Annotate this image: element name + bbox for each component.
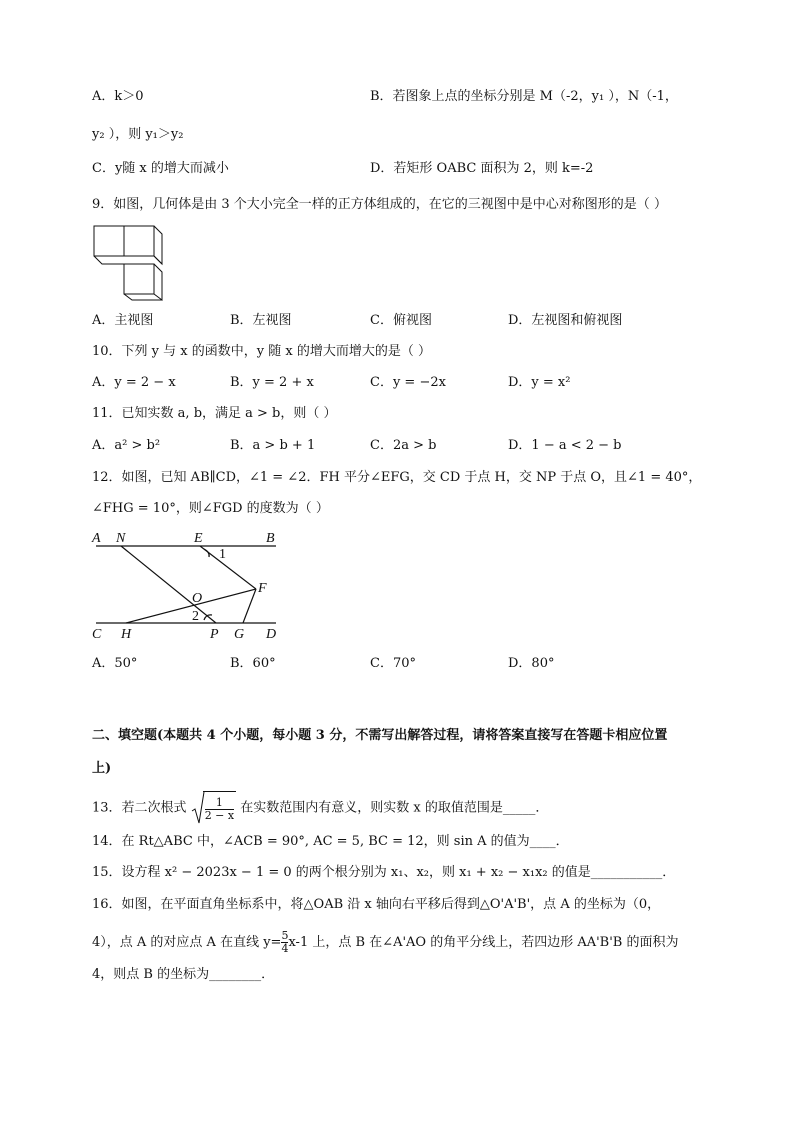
- q12-option-a: A．50°: [92, 656, 138, 671]
- cube-solid-figure: [92, 224, 170, 302]
- label-f: F: [258, 581, 267, 596]
- q16-line2-prefix: 4），点 A 的对应点 A 在直线 y=: [92, 935, 282, 950]
- q8-option-c: C．y随 x 的增大而减小: [92, 161, 229, 176]
- label-d: D: [266, 627, 277, 642]
- q8-option-a: A．k＞0: [92, 89, 144, 104]
- q9-option-b: B．左视图: [230, 313, 292, 328]
- q16-line2: [92, 928, 679, 958]
- parallel-lines-figure: [88, 528, 288, 644]
- section-2-heading-line1: 二、填空题(本题共 4 个小题，每小题 3 分，不需写出解答过程，请将答案直接写在答题卡相应位置: [92, 728, 668, 743]
- cube-face: [94, 226, 124, 256]
- label-2: 2: [192, 609, 199, 624]
- q8-option-d: D．若矩形 OABC 面积为 2，则 k=-2: [370, 161, 594, 176]
- q13-line: [92, 791, 548, 825]
- line-fg: [243, 589, 256, 623]
- label-n: N: [116, 531, 126, 546]
- label-p: P: [210, 627, 219, 642]
- q11-option-c: C．2a > b: [370, 438, 437, 453]
- q13-frac-den: 2 − x: [204, 809, 235, 822]
- sqrt-expression: [191, 791, 236, 825]
- label-c: C: [92, 627, 102, 642]
- q11-option-a: A．a² > b²: [92, 438, 161, 453]
- line-fh: [126, 589, 256, 623]
- q12-option-c: C．70°: [370, 656, 416, 671]
- q8-option-b-line2: y₂ ），则 y₁＞y₂: [92, 127, 184, 142]
- q10-option-c: C．y = −2x: [370, 375, 446, 390]
- q8-option-b-line1: B．若图象上点的坐标分别是 M（-2，y₁ ），N（-1，: [370, 89, 678, 104]
- q9-option-c: C．俯视图: [370, 313, 432, 328]
- label-o: O: [192, 591, 203, 606]
- q10-option-a: A．y = 2 − x: [92, 375, 176, 390]
- q13-fraction: [205, 797, 234, 822]
- q12-option-d: D．80°: [508, 656, 555, 671]
- q11-option-d: D．1 − a < 2 − b: [508, 438, 622, 453]
- label-e: E: [194, 531, 203, 546]
- label-1: 1: [219, 547, 226, 562]
- q9-option-a: A．主视图: [92, 313, 154, 328]
- q9-option-d: D．左视图和俯视图: [508, 313, 623, 328]
- q13-frac-num: 1: [215, 796, 223, 809]
- q9-stem: 9．如图，几何体是由 3 个大小完全一样的正方体组成的，在它的三视图中是中心对称图形的是（ ）: [92, 197, 667, 212]
- q14-text: 14．在 Rt△ABC 中，∠ACB = 90°, AC = 5, BC = 12，则 sin A 的值为____．: [92, 834, 569, 849]
- q11-stem: 11．已知实数 a, b，满足 a > b，则（ ）: [92, 406, 337, 421]
- q16-frac-den: 4: [281, 942, 289, 955]
- label-g: G: [234, 627, 245, 642]
- q15-text: 15．设方程 x² − 2023x − 1 = 0 的两个根分别为 x₁、x₂，则 x₁ + x₂ − x₁x₂ 的值是___________．: [92, 865, 676, 880]
- cube-face: [124, 264, 154, 294]
- q10-option-b: B．y = 2 + x: [230, 375, 314, 390]
- q13-prefix: 13．若二次根式: [92, 800, 187, 816]
- q16-line3: 4，则点 B 的坐标为________．: [92, 967, 275, 982]
- q16-line2-suffix: x-1 上，点 B 在∠A'AO 的角平分线上，若四边形 AA'B'B 的面积为: [288, 935, 679, 950]
- label-a: A: [92, 531, 101, 546]
- label-b: B: [266, 531, 275, 546]
- q12-option-b: B．60°: [230, 656, 276, 671]
- q12-stem-line1: 12．如图，已知 AB∥CD，∠1 = ∠2．FH 平分∠EFG，交 CD 于点 H，交 NP 于点 O，且∠1 = 40°，: [92, 470, 702, 485]
- q11-option-b: B．a > b + 1: [230, 438, 316, 453]
- q16-line1: 16．如图，在平面直角坐标系中，将△OAB 沿 x 轴向右平移后得到△O'A'B'，点 A 的坐标为（0，: [92, 897, 661, 912]
- q16-frac-num: 5: [281, 929, 289, 942]
- label-h: H: [121, 627, 132, 642]
- section-2-heading-line2: 上): [92, 761, 112, 776]
- q10-stem: 10．下列 y 与 x 的函数中，y 随 x 的增大而增大的是（ ）: [92, 344, 431, 359]
- q13-suffix: 在实数范围内有意义，则实数 x 的取值范围是_____．: [240, 800, 549, 816]
- q12-stem-line2: ∠FHG = 10°，则∠FGD 的度数为（ ）: [92, 501, 329, 516]
- cube-face: [124, 226, 154, 256]
- q10-option-d: D．y = x²: [508, 375, 571, 390]
